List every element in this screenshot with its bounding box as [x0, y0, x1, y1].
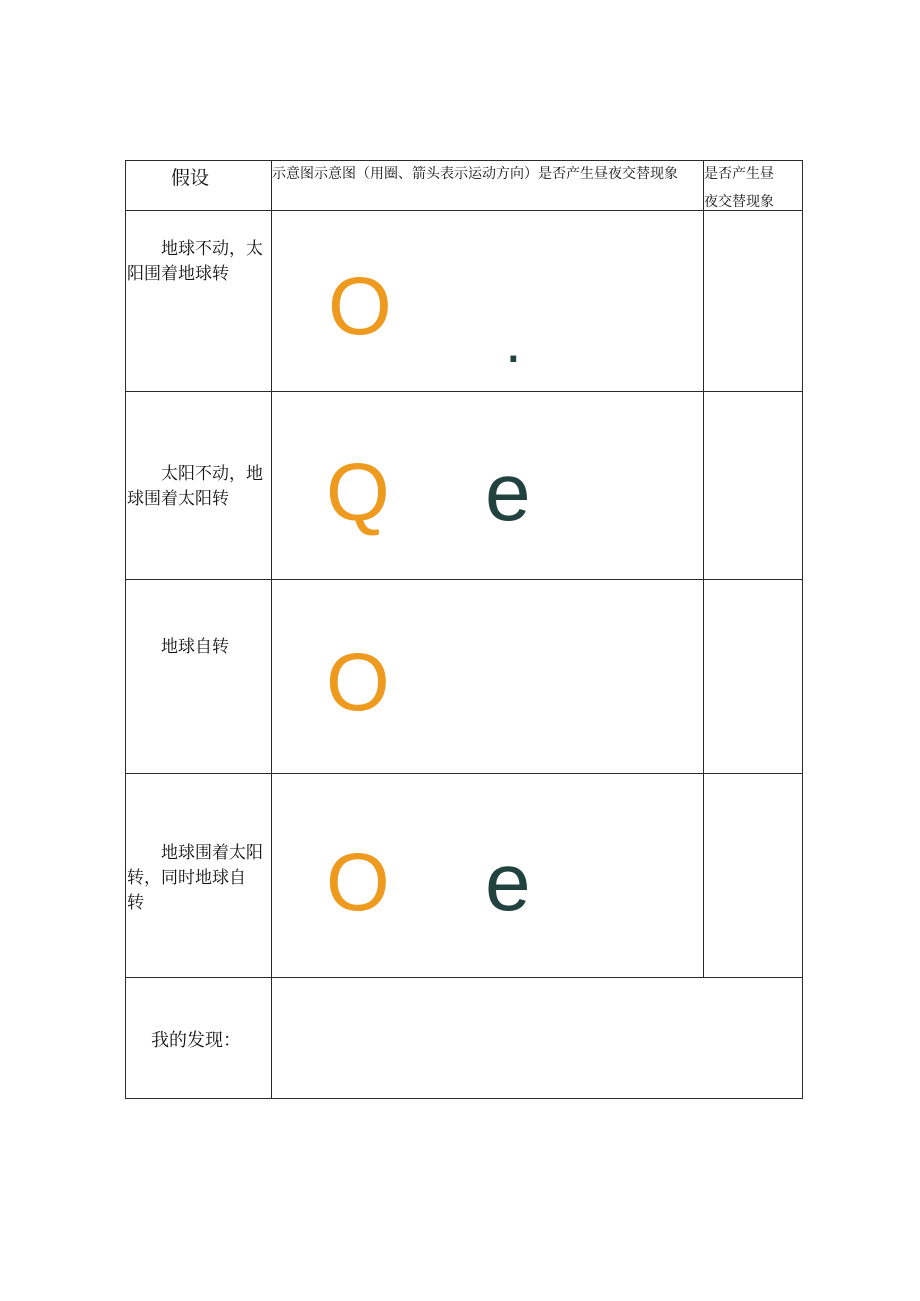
- earth-mark-2: e: [485, 447, 531, 538]
- row-4-hypothesis: 地球围着太阳 转，同时地球自 转: [127, 843, 263, 913]
- sun-circle-1: O: [328, 261, 392, 352]
- row-divider-3: [125, 579, 803, 580]
- column-divider-1: [271, 160, 272, 1099]
- row-divider-1: [125, 210, 803, 211]
- sun-circle-4: O: [326, 837, 390, 928]
- row-2-hypothesis: 太阳不动，地 球围着太阳转: [127, 464, 263, 509]
- row-divider-2: [125, 391, 803, 392]
- sun-circle-3: O: [326, 637, 390, 728]
- finding-label: 我的发现：: [151, 1030, 241, 1051]
- sun-circle-2: Q: [326, 447, 390, 538]
- earth-mark-4: e: [485, 837, 531, 928]
- column-divider-2: [703, 160, 704, 978]
- header-result: 是否产生昼 夜交替现象: [704, 166, 774, 210]
- header-hypothesis: 假设: [171, 167, 210, 189]
- header-diagram: 示意图示意图（用圈、箭头表示运动方向）是否产生昼夜交替现象: [272, 166, 678, 182]
- table-border-right: [802, 160, 803, 1099]
- row-3-hypothesis: 地球自转: [127, 637, 229, 657]
- earth-mark-1: .: [505, 308, 522, 375]
- table-border-left: [125, 160, 126, 1099]
- row-divider-4: [125, 773, 803, 774]
- finding-answer-area[interactable]: [272, 978, 802, 1098]
- table-border-bottom: [125, 1098, 803, 1099]
- row-1-hypothesis: 地球不动，太 阳围着地球转: [127, 239, 263, 284]
